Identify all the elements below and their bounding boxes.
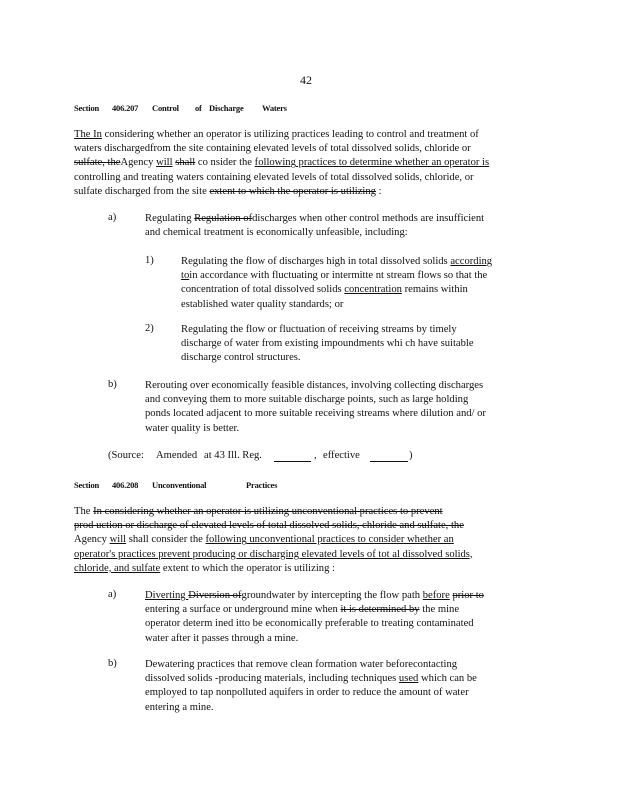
text-run: sulfate discharged from the site	[74, 185, 210, 197]
text-line	[145, 672, 477, 686]
subitem-label-2: 2)	[145, 323, 154, 334]
inserted-text: concentration	[344, 284, 402, 296]
text-run: the mine	[419, 604, 460, 616]
text-run: groundwater by intercepting the flow path	[241, 590, 423, 601]
text-run: and conveying them to more suitable discharge points, such as large holding	[145, 394, 469, 406]
text-line	[74, 533, 473, 547]
item-b-text	[145, 658, 477, 715]
text-line	[74, 505, 473, 519]
text-run: and chemical treatment is economically unfeasible, including:	[145, 227, 408, 239]
section-title-word: Waters	[262, 103, 287, 113]
text-run: remains within	[401, 284, 468, 296]
source-close: )	[409, 450, 413, 461]
item-a-text	[145, 212, 484, 240]
text-line	[74, 156, 489, 170]
text-run: Regulating the flow of discharges high in total dissolved solids	[181, 256, 451, 267]
text-run: considering whether an operator is utilizing practices leading to control and treatment of	[101, 129, 479, 140]
section-heading-406-208	[74, 480, 294, 492]
inserted-text: used	[398, 673, 419, 685]
inserted-text: to	[181, 270, 190, 282]
deleted-text: Regulation of	[194, 213, 253, 224]
section-number: 406.208	[112, 480, 139, 490]
subitem-label-1: 1)	[145, 255, 154, 266]
text-run: established water quality standards; or	[181, 298, 344, 310]
source-effective: effective	[323, 450, 360, 461]
text-line	[145, 589, 484, 603]
section-word: Section	[74, 103, 100, 113]
text-run: which can be	[418, 673, 477, 685]
text-line	[145, 686, 477, 700]
text-run: concentration of total dissolved solids	[181, 284, 345, 296]
text-run: entering a surface or underground mine when	[145, 604, 341, 616]
text-run: co nsider the	[195, 157, 255, 169]
inserted-text: will	[109, 534, 127, 546]
text-run: discharge control structures.	[181, 352, 301, 364]
source-amended: Amended	[156, 450, 198, 461]
text-run: Rerouting over economically feasible distances, involving collecting discharges	[145, 380, 484, 391]
text-line	[181, 255, 492, 269]
text-run: The	[74, 506, 94, 517]
deleted-text: extent to which the operator is utilizing	[209, 185, 376, 197]
text-line	[181, 337, 474, 351]
section-2-intro	[74, 505, 473, 576]
text-run: water quality is better.	[145, 422, 240, 434]
deleted-text: In considering whether an operator is utilizing unconventional practices to prevent	[93, 506, 443, 517]
deleted-text: sulfate, the	[74, 157, 121, 169]
source-note	[108, 449, 428, 464]
text-line	[145, 617, 484, 631]
section-title-word: of	[195, 103, 202, 113]
section-heading-406-207	[74, 103, 294, 115]
item-label-b: b)	[108, 379, 117, 390]
text-run: controlling and treating waters containing elevated levels of total dissolved solids, chloride, or	[74, 171, 474, 183]
text-line	[181, 298, 492, 312]
text-line	[74, 171, 489, 185]
text-run: Agency	[120, 157, 157, 169]
text-run: water after it passes through a mine.	[145, 632, 299, 644]
subitem-1-text	[181, 255, 492, 312]
text-line	[145, 701, 477, 715]
text-run: operator determ ined itto be economically preferable to treating contaminated	[145, 618, 474, 630]
text-line	[181, 269, 492, 283]
inserted-text: following practices to determine whether an operator is	[254, 157, 490, 169]
item-a-text	[145, 589, 484, 646]
text-line	[145, 632, 484, 646]
text-line	[74, 185, 489, 199]
section-title-word: Control	[152, 103, 179, 113]
text-run: employed to tap nonpolluted aquifers in order to reduce the amount of water	[145, 687, 469, 699]
text-run: waters dischargedfrom the site containing elevated levels of total dissolved solids, chloride or	[74, 143, 471, 155]
effective-date-blank	[370, 461, 408, 462]
text-run: extent to which the operator is utilizing :	[160, 562, 335, 574]
item-b-text	[145, 379, 486, 436]
section-1-intro	[74, 128, 489, 199]
text-line	[145, 226, 484, 240]
inserted-text: before	[422, 590, 450, 601]
deleted-text: it is determined by	[340, 604, 420, 616]
text-run: Regulating the flow or fluctuation of receiving streams by timely	[181, 324, 457, 335]
section-number: 406.207	[112, 103, 139, 113]
register-page-blank	[274, 461, 311, 462]
deleted-text: Diversion of	[188, 590, 242, 601]
text-line	[74, 519, 473, 533]
text-line	[74, 548, 473, 562]
deleted-text: prod uction or discharge of elevated levels of total dissolved solids, chloride and sulfate, the	[74, 520, 464, 532]
source-open: (Source:	[108, 450, 144, 461]
text-line	[145, 393, 486, 407]
text-line	[74, 128, 489, 142]
deleted-text: prior to	[452, 590, 484, 601]
section-word: Section	[74, 480, 100, 490]
inserted-text: according	[450, 256, 493, 267]
inserted-text: operator's practices prevent producing or discharging elevated levels of tot al dissolved solids,	[74, 548, 473, 560]
item-label-b: b)	[108, 658, 117, 669]
section-title-word: Discharge	[209, 103, 244, 113]
text-line	[145, 422, 486, 436]
text-line	[145, 379, 486, 393]
inserted-text: following unconventional practices to consider whether an	[205, 534, 454, 546]
text-run: in accordance with fluctuating or intermitte nt stream flows so that the	[189, 270, 488, 282]
subitem-2-text	[181, 323, 474, 366]
inserted-text: will	[156, 157, 173, 169]
source-register: at 43 Ill. Reg.	[204, 450, 262, 461]
item-label-a: a)	[108, 589, 117, 600]
text-line	[145, 603, 484, 617]
item-label-a: a)	[108, 212, 117, 223]
deleted-text: shall	[175, 157, 196, 169]
text-line	[181, 283, 492, 297]
text-run: dissolved solids -producing materials, including techniques	[145, 673, 399, 685]
section-title-word: Practices	[246, 480, 278, 490]
inserted-text: chloride, and sulfate	[74, 562, 161, 574]
text-run: entering a mine.	[145, 701, 214, 713]
text-line	[74, 142, 489, 156]
text-line	[181, 351, 474, 365]
inserted-text: The In	[74, 129, 102, 140]
text-line	[74, 562, 473, 576]
text-run: discharges when other control methods are insufficient	[252, 213, 485, 224]
text-run: :	[375, 185, 382, 197]
text-run: Agency	[74, 534, 110, 546]
page-number: 42	[300, 73, 312, 87]
text-line	[145, 212, 484, 226]
text-line	[145, 658, 477, 672]
source-comma: ,	[314, 450, 317, 461]
text-run: Dewatering practices that remove clean formation water beforecontacting	[145, 659, 458, 670]
section-title-word: Unconventional	[152, 480, 207, 490]
text-run: ponds located adjacent to more suitable receiving streams where dilution and/ or	[145, 408, 486, 420]
text-line	[181, 323, 474, 337]
text-run: discharge of water from existing impoundments whi ch have suitable	[181, 338, 474, 350]
text-run: shall consider the	[126, 534, 206, 546]
text-line	[145, 407, 486, 421]
inserted-text: Diverting	[145, 590, 189, 601]
text-run: Regulating	[145, 213, 195, 224]
